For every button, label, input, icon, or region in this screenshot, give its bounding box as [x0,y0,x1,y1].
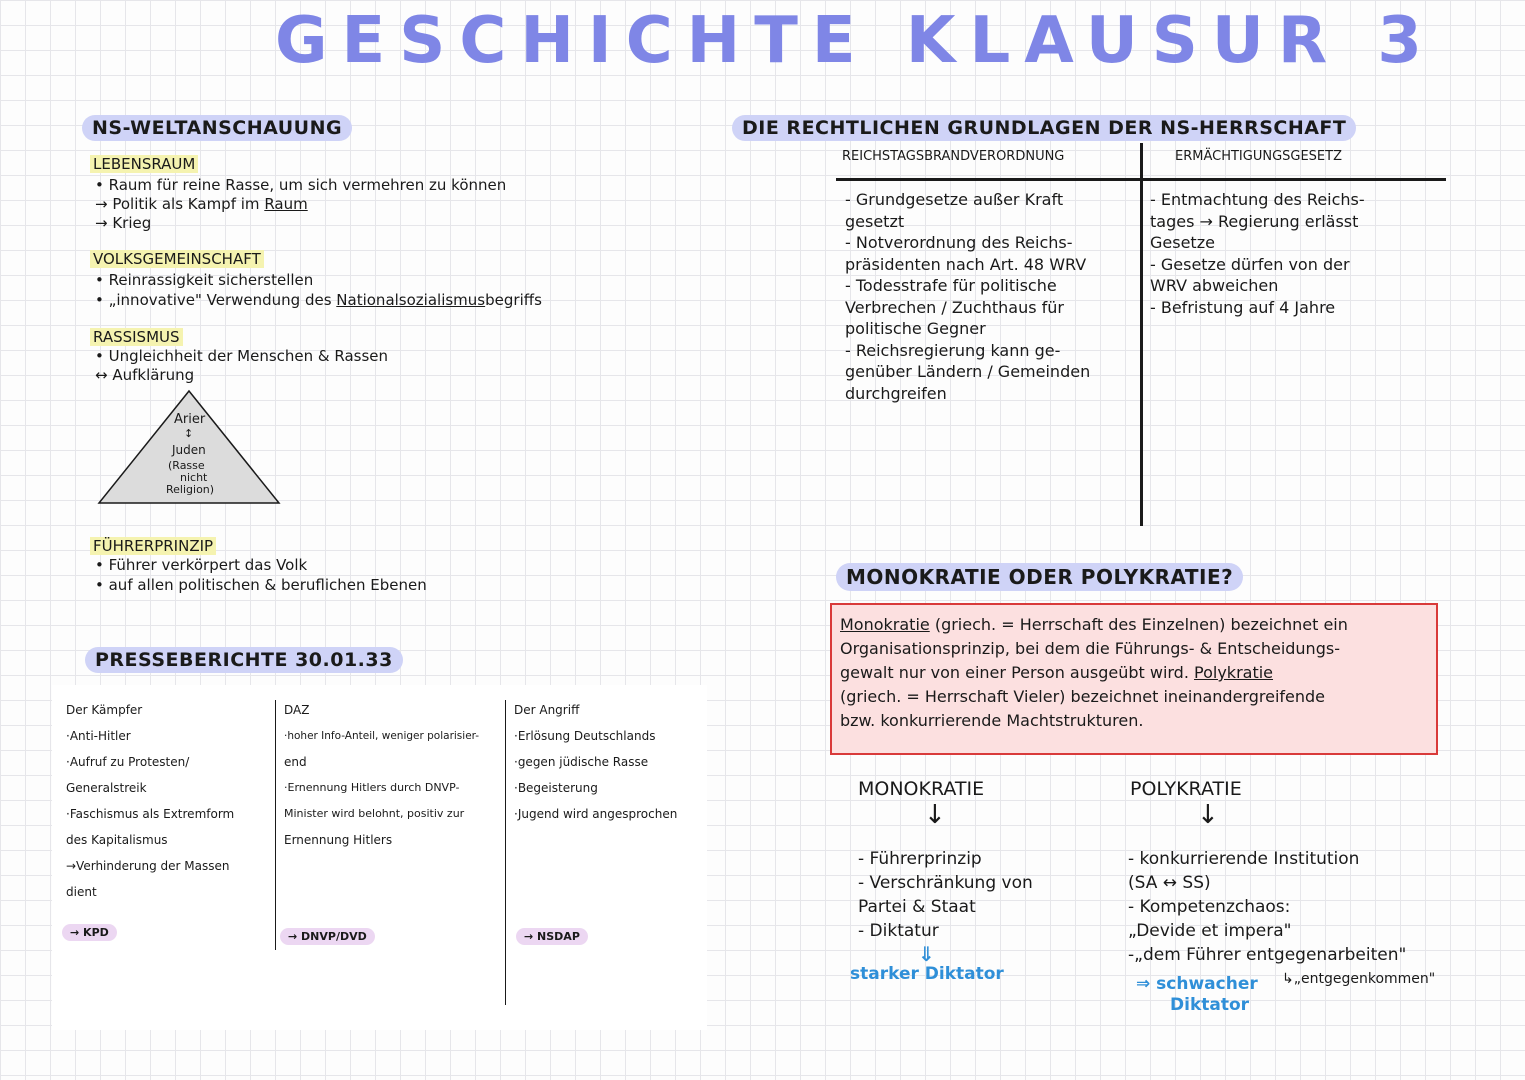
recht-col2-line: - Entmachtung des Reichs- [1150,190,1365,209]
recht-col1-title: REICHSTAGSBRANDVERORDNUNG [842,149,1065,164]
polykratie-note: ↳„entgegenkommen" [1282,971,1436,987]
recht-col1-line: durchgreifen [845,383,947,403]
monokratie-list [858,847,1033,943]
rassismus-line-1: • Ungleichheit der Menschen & Rassen [95,347,389,365]
recht-heading: DIE RECHTLICHEN GRUNDLAGEN DER NS-HERRSCHAFT [732,115,1356,141]
fuehrerprinzip-line-2: • auf allen politischen & beruflichen Ebenen [95,576,427,594]
recht-col1-line: - Todesstrafe für politische [845,276,1057,295]
presse-column-title: DAZ [284,703,310,717]
pyramid-note-1: (Rasse [168,459,205,472]
presse-divider-2 [505,700,506,1005]
presse-column-kaempfer [66,697,271,905]
recht-col1-line: genüber Ländern / Gemeinden [845,362,1091,381]
monokratie-title: MONOKRATIE [858,778,985,800]
presse-line: end [284,755,307,769]
presse-line: ·Begeisterung [514,781,598,795]
lebensraum-line-2: → Politik als Kampf im Raum [95,195,308,213]
polykratie-line: - Kompetenzchaos: [1128,897,1291,917]
definition-box [830,603,1438,755]
presse-line: dient [66,885,97,899]
recht-col1-content [845,189,1090,404]
rassismus-line-2: ↔ Aufklärung [95,366,195,384]
ns-heading: NS-WELTANSCHAUUNG [82,115,352,141]
presse-column-title: Der Kämpfer [66,703,143,717]
polykratie-title: POLYKRATIE [1130,778,1242,800]
polykratie-result-2: Diktator [1170,995,1250,1015]
rassismus-title: RASSISMUS [90,328,183,346]
page-title: GESCHICHTE KLAUSUR 3 [275,4,1436,78]
monokratie-result: starker Diktator [850,964,1004,984]
definition-line-3: gewalt nur von einer Person ausgeübt wird. Polykratie [840,663,1274,682]
presse-divider-1 [275,700,276,950]
pyramid-note-2: nicht [180,471,208,484]
polykratie-line: „Devide et impera" [1128,921,1292,941]
presse-line: ·Ernennung Hitlers durch DNVP- [284,781,460,794]
presse-line: ·gegen jüdische Rasse [514,755,649,769]
recht-col2-line: - Befristung auf 4 Jahre [1150,297,1336,317]
mono-heading: MONOKRATIE ODER POLYKRATIE? [836,563,1243,591]
volksgemeinschaft-line-1: • Reinrassigkeit sicherstellen [95,271,314,289]
recht-col2-line: tages → Regierung erlässt [1150,211,1359,231]
recht-col1-line: gesetzt [845,211,905,231]
recht-col2-line: - Gesetze dürfen von der [1150,254,1350,274]
recht-col1-line: Verbrechen / Zuchthaus für [845,297,1065,317]
presse-line: Minister wird belohnt, positiv zur [284,807,465,820]
definition-line-1: Monokratie (griech. = Herrschaft des Einzelnen) bezeichnet ein [840,615,1348,634]
volksgemeinschaft-line-2: • „innovative" Verwendung des Nationalsozialismusbegriffs [95,291,542,309]
recht-col2-line: Gesetze [1150,233,1215,252]
monokratie-arrow: ↓ [924,800,946,830]
party-badge-nsdap: → NSDAP [516,928,588,945]
recht-col2-content [1150,189,1365,318]
fuehrerprinzip-line-1: • Führer verkörpert das Volk [95,556,308,574]
polykratie-result: ⇒ schwacher [1136,974,1258,994]
definition-line-5: bzw. konkurrierende Machtstrukturen. [840,711,1144,730]
polykratie-list [1128,847,1406,967]
polykratie-line: -„dem Führer entgegenarbeiten" [1128,945,1407,965]
presse-line: ·Jugend wird angesprochen [514,807,678,821]
presse-line: ·Aufruf zu Protesten/ [66,755,190,769]
presse-line: ·Faschismus als Extremform [66,807,235,821]
presse-line: ·Anti-Hitler [66,729,131,743]
definition-line-2: Organisationsprinzip, bei dem die Führungs- & Entscheidungs- [840,639,1340,658]
presse-column-daz [284,697,502,853]
presse-line: Generalstreik [66,781,147,795]
monokratie-line: - Verschränkung von [858,873,1033,893]
recht-col1-line: - Notverordnung des Reichs- [845,233,1073,252]
presse-line: →Verhinderung der Massen [66,859,230,873]
fuehrerprinzip-title: FÜHRERPRINZIP [90,537,216,555]
pyramid-arrow: ↕ [184,427,194,440]
lebensraum-title: LEBENSRAUM [90,155,198,173]
monokratie-line: Partei & Staat [858,897,976,917]
pyramid-top: Arier [174,412,206,427]
presse-line: des Kapitalismus [66,833,168,847]
monokratie-line: - Führerprinzip [858,849,982,869]
party-badge-kpd: → KPD [62,924,117,941]
recht-col1-line: - Reichsregierung kann ge- [845,340,1061,360]
recht-col1-line: präsidenten nach Art. 48 WRV [845,254,1087,274]
presse-line: ·hoher Info-Anteil, weniger polarisier- [284,730,480,742]
recht-col1-line: politische Gegner [845,319,986,338]
presse-line: ·Erlösung Deutschlands [514,729,656,743]
polykratie-line: - konkurrierende Institution [1128,849,1360,869]
pyramid-note-3: Religion) [166,483,215,496]
recht-col2-line: WRV abweichen [1150,276,1279,295]
polykratie-line: (SA ↔ SS) [1128,873,1211,893]
recht-col2-title: ERMÄCHTIGUNGSGESETZ [1175,149,1342,164]
lebensraum-line-3: → Krieg [95,214,152,232]
lebensraum-line-1: • Raum für reine Rasse, um sich vermehren zu können [95,176,507,194]
volksgemeinschaft-title: VOLKSGEMEINSCHAFT [90,250,264,268]
presse-heading: PRESSEBERICHTE 30.01.33 [85,647,403,673]
party-badge-dnvp: → DNVP/DVD [280,928,375,945]
monokratie-result-arrow: ⇓ [918,942,935,966]
presse-column-angriff [514,697,704,827]
recht-table-vline [1140,143,1143,526]
definition-line-4: (griech. = Herrschaft Vieler) bezeichnet ineinandergreifende [840,687,1325,706]
polykratie-arrow: ↓ [1197,800,1219,830]
pyramid-middle: Juden [172,443,206,457]
recht-col1-line: - Grundgesetze außer Kraft [845,190,1064,209]
presse-column-title: Der Angriff [514,703,580,717]
presse-line: Ernennung Hitlers [284,833,393,847]
monokratie-line: - Diktatur [858,921,939,941]
